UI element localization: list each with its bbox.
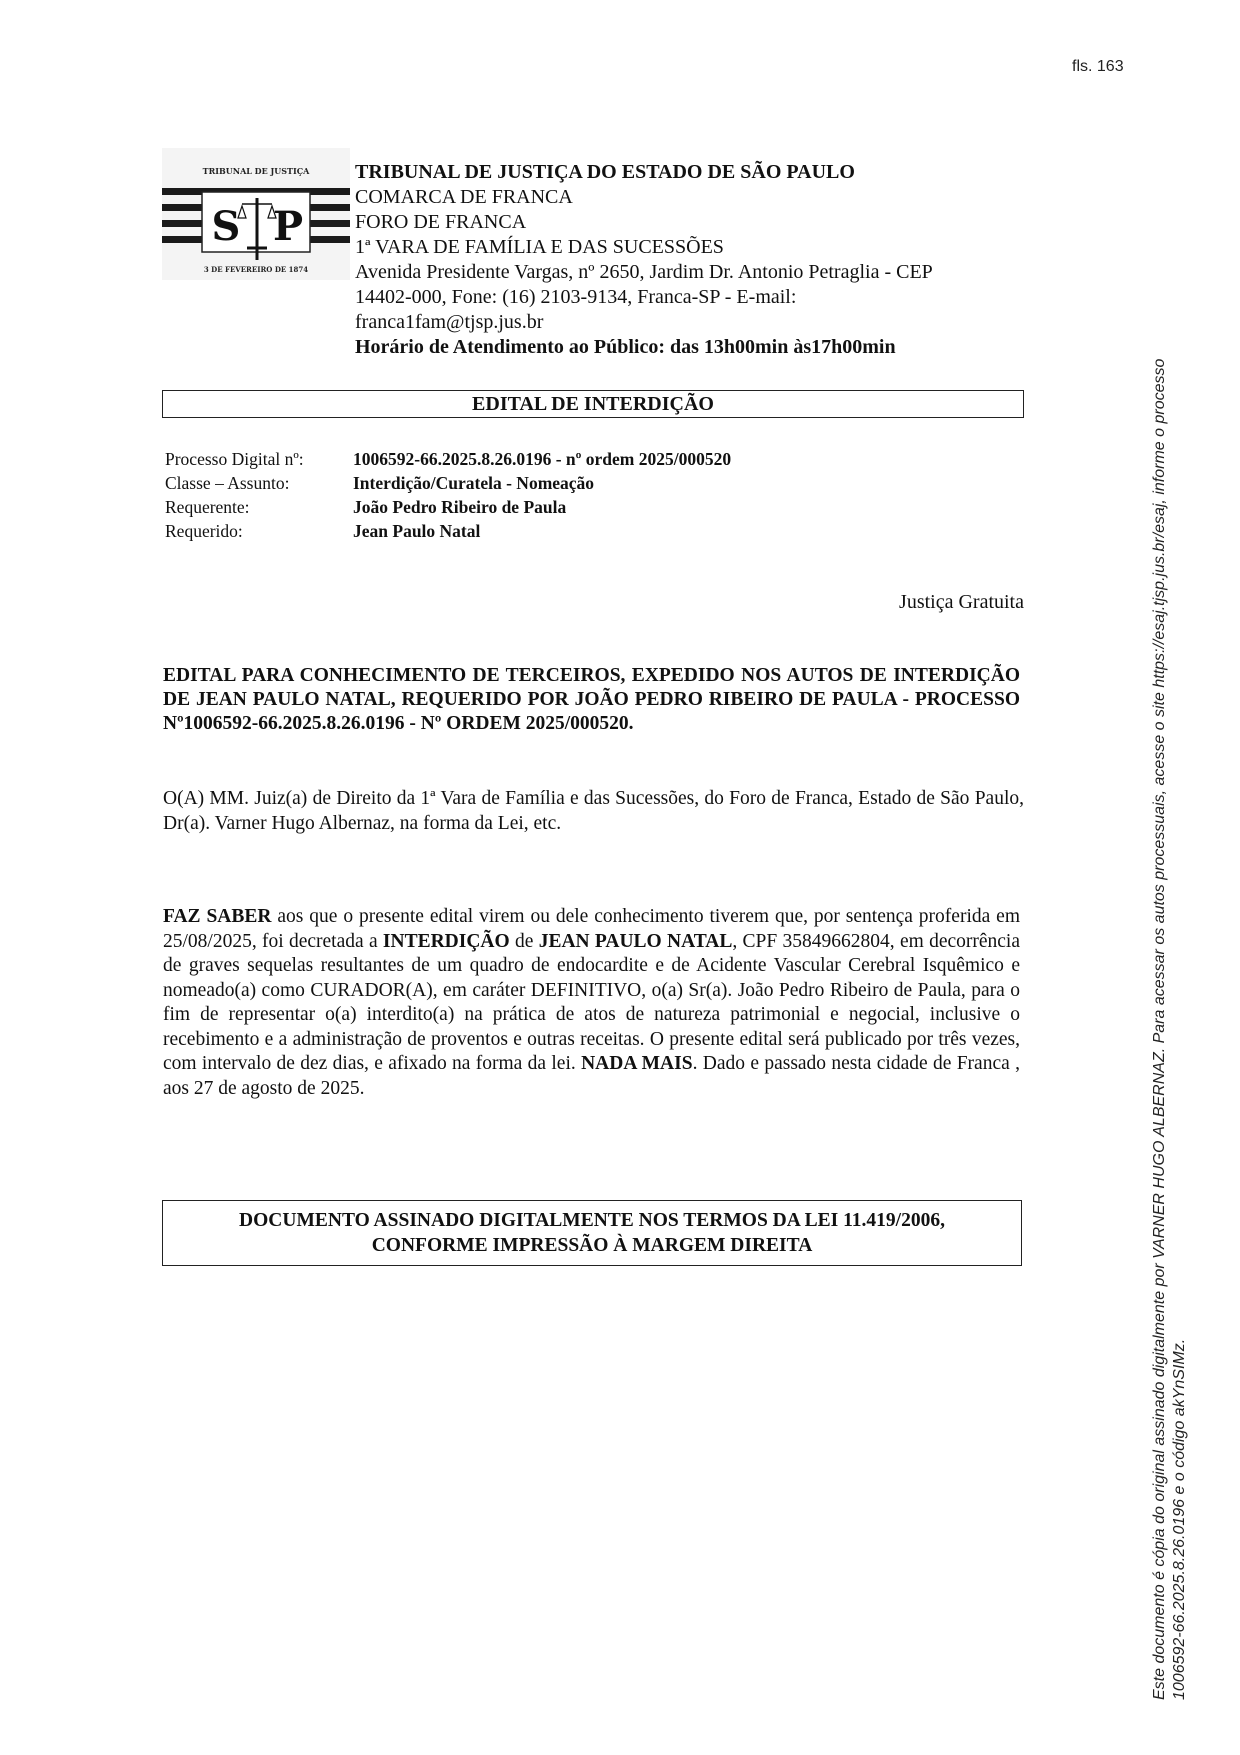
classe-label: Classe – Assunto: (165, 473, 290, 493)
margin-note-line: Este documento é cópia do original assinado digitalmente por VARNER HUGO ALBERNAZ. Para acessar os autos processuais, acesse o site https://esaj.tjsp.jus.br/esaj, informe o processo (1151, 358, 1168, 1700)
document-title: EDITAL DE INTERDIÇÃO (162, 390, 1024, 418)
requerido-label: Requerido: (165, 521, 243, 541)
vara: 1ª VARA DE FAMÍLIA E DAS SUCESSÕES (355, 236, 724, 258)
page-number: fls. 163 (1072, 58, 1124, 75)
processo-value: 1006592-66.2025.8.26.0196 - nº ordem 2025/000520 (353, 449, 732, 469)
interdicao-term: INTERDIÇÃO (382, 930, 510, 952)
address-line: Avenida Presidente Vargas, nº 2650, Jardim Dr. Antonio Petraglia - CEP (355, 261, 933, 283)
paragraph-text: . Dado e passado nesta cidade de Franca , aos 27 de agosto de 2025. (163, 1053, 1020, 1099)
svg-text:S: S (211, 203, 241, 250)
svg-text:3 DE FEVEREIRO DE 1874: 3 DE FEVEREIRO DE 1874 (203, 265, 309, 274)
court-seal-logo (162, 148, 350, 280)
case-info-row (165, 519, 731, 543)
margin-verification-note (1150, 250, 1190, 1700)
case-info-row (165, 447, 731, 471)
nada-mais: NADA MAIS (581, 1053, 693, 1074)
court-header (355, 160, 1035, 360)
svg-text:TRIBUNAL DE JUSTIÇA: TRIBUNAL DE JUSTIÇA (202, 166, 310, 176)
requerido-value: Jean Paulo Natal (353, 521, 481, 541)
case-info-row (165, 471, 731, 495)
margin-note-line: 1006592-66.2025.8.26.0196 e o código akYnSIMz. (1171, 1338, 1188, 1700)
faz-saber-lead: FAZ SABER (163, 906, 272, 927)
paragraph-text: , CPF 35849662804, em decorrência de graves sequelas resultantes de um quadro de endocardite e de Acidente Vascular Cerebral Isquêmico e nomeado(a) como CURADOR(A), em caráter DEFINITIVO, o(a) Sr(a). João Pedro Ribeiro de Paula, para o fim de representar o(a) interdito(a) na prática de atos de natureza patrimonial e negocial, inclusive o recebimento e a administração de proventos e outras receitas. O presente edital será publicado por três vezes, com intervalo de dez dias, e afixado na forma da lei. (163, 930, 1021, 1074)
service-hours: Horário de Atendimento ao Público: das 13h00min às17h00min (355, 336, 896, 358)
svg-text:P: P (272, 203, 304, 250)
case-info (165, 447, 731, 543)
processo-label: Processo Digital nº: (165, 449, 304, 469)
classe-value: Interdição/Curatela - Nomeação (353, 473, 595, 493)
paragraph-text: aos que o presente edital virem ou dele conhecimento tiverem que, por sentença proferida em 25/08/2025, foi decretada a (163, 906, 1020, 952)
faz-saber-paragraph (163, 905, 1020, 1101)
court-name: TRIBUNAL DE JUSTIÇA DO ESTADO DE SÃO PAULO (355, 161, 855, 183)
email-line: franca1fam@tjsp.jus.br (355, 311, 544, 333)
justica-gratuita: Justiça Gratuita (899, 591, 1024, 613)
interdicted-name: JEAN PAULO NATAL (538, 930, 733, 952)
requerente-label: Requerente: (165, 497, 250, 517)
address-line: 14402-000, Fone: (16) 2103-9134, Franca-SP - E-mail: (355, 286, 797, 308)
case-info-row (165, 495, 731, 519)
signature-notice-line: CONFORME IMPRESSÃO À MARGEM DIREITA (371, 1235, 813, 1256)
requerente-value: João Pedro Ribeiro de Paula (353, 497, 567, 517)
edital-heading: EDITAL PARA CONHECIMENTO DE TERCEIROS, EXPEDIDO NOS AUTOS DE INTERDIÇÃO DE JEAN PAULO NATAL, REQUERIDO POR JOÃO PEDRO RIBEIRO DE PAULA - PROCESSO Nº1006592-66.2025.8.26.0196 - Nº ORDEM 2025/000520. (163, 665, 1020, 734)
signature-notice-box (162, 1200, 1022, 1266)
foro: FORO DE FRANCA (355, 211, 527, 233)
judge-paragraph: O(A) MM. Juiz(a) de Direito da 1ª Vara de Família e das Sucessões, do Foro de Franca, Estado de São Paulo, Dr(a). Varner Hugo Albernaz, na forma da Lei, etc. (163, 788, 1024, 834)
signature-notice-line: DOCUMENTO ASSINADO DIGITALMENTE NOS TERMOS DA LEI 11.419/2006, (239, 1210, 945, 1231)
comarca: COMARCA DE FRANCA (355, 186, 573, 208)
paragraph-text: de (509, 930, 539, 952)
